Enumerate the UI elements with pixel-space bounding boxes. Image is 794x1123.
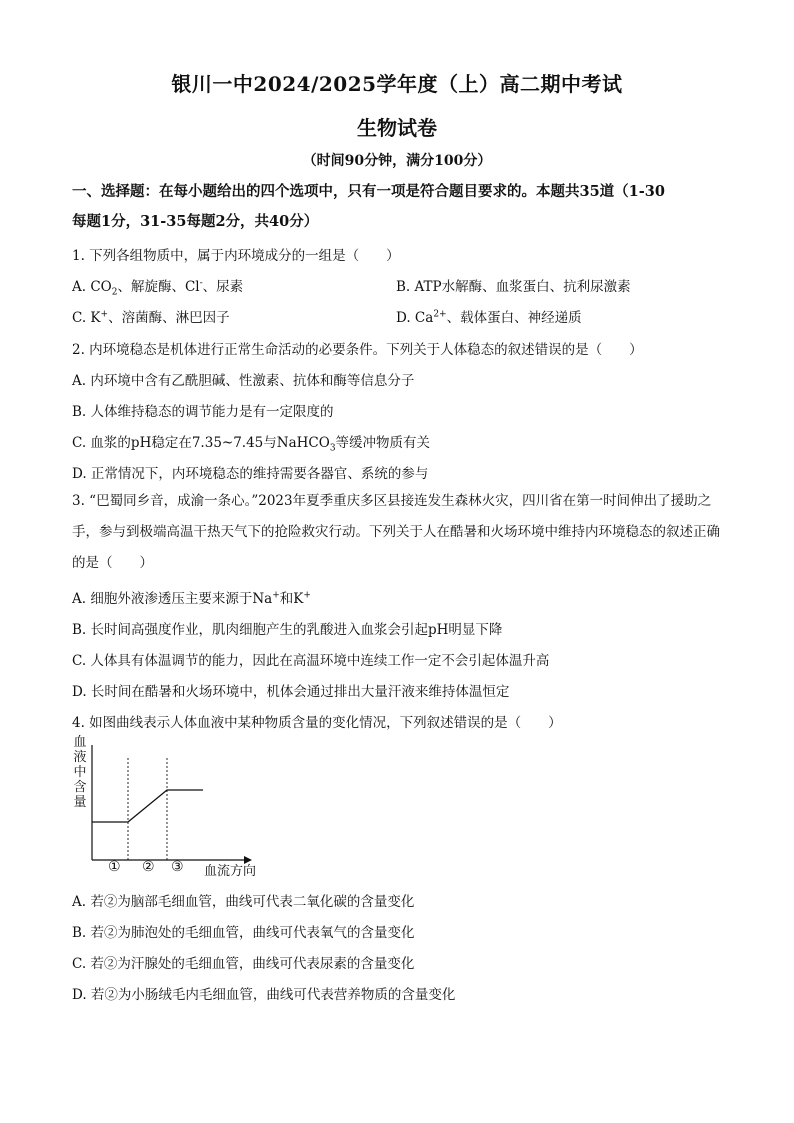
q3-a-sup2: + bbox=[303, 590, 311, 601]
q3-a-text: A. 细胞外液渗透压主要来源于Na bbox=[72, 591, 273, 607]
q2-option-d: D. 正常情况下，内环境稳态的维持需要各器官、系统的参与 bbox=[72, 466, 429, 482]
q1-c-sup: + bbox=[100, 309, 109, 320]
q1-a-text3: 、尿素 bbox=[202, 279, 244, 295]
q1-option-d bbox=[396, 306, 582, 326]
q2-option-b: B. 人体维持稳态的调节能力是有一定限度的 bbox=[72, 404, 334, 420]
figure-point-3: ③ bbox=[171, 859, 184, 875]
q1-stem: 1. 下列各组物质中，属于内环境成分的一组是（ ） bbox=[72, 248, 400, 264]
q1-a-text2: 、解旋酶、Cl bbox=[117, 279, 200, 295]
q1-option-b: B. ATP水解酶、血浆蛋白、抗利尿激素 bbox=[396, 279, 631, 295]
section-heading-line1: 一、选择题：在每小题给出的四个选项中，只有一项是符合题目要求的。本题共35道（1-30 bbox=[72, 183, 665, 200]
q4-option-b: B. 若②为肺泡处的毛细血管，曲线可代表氧气的含量变化 bbox=[72, 925, 415, 941]
q1-c-text: C. K bbox=[72, 310, 101, 326]
q3-option-a bbox=[72, 587, 311, 607]
q4-option-c: C. 若②为汗腺处的毛细血管，曲线可代表尿素的含量变化 bbox=[72, 956, 415, 972]
q3-option-c: C. 人体具有体温调节的能力，因此在高温环境中连续工作一定不会引起体温升高 bbox=[72, 653, 550, 669]
exam-subject: 生物试卷 bbox=[357, 116, 437, 140]
q2-c-sub: 3 bbox=[329, 443, 336, 454]
q1-option-c bbox=[72, 306, 230, 326]
q3-a-sup1: + bbox=[272, 590, 280, 601]
section-heading-line2: 每题1分，31-35每题2分，共40分） bbox=[72, 213, 319, 230]
figure-y-label: 血液中含量 bbox=[73, 735, 87, 810]
figure-x-label: 血流方向 bbox=[204, 864, 257, 879]
q2-option-c bbox=[72, 431, 430, 454]
exam-title: 银川一中2024/2025学年度（上）高二期中考试 bbox=[171, 72, 623, 96]
q4-option-a: A. 若②为脑部毛细血管，曲线可代表二氧化碳的含量变化 bbox=[72, 894, 415, 910]
q2-stem: 2. 内环境稳态是机体进行正常生命活动的必要条件。下列关于人体稳态的叙述错误的是（ ） bbox=[72, 342, 643, 358]
time-note: （时间90分钟，满分100分） bbox=[302, 153, 492, 169]
q3-option-d: D. 长时间在酷暑和火场环境中，机体会通过排出大量汗液来维持体温恒定 bbox=[72, 684, 510, 700]
q3-stem: 3. “巴蜀同乡音，成渝一条心。”2023年夏季重庆多区县接连发生森林火灾，四川省在第一时间伸出了援助之手，参与到极端高温干热天气下的抢险救灾行动。下列关于人在酷暑和火场环境中维持内环境稳态的叙述正确的是（ ） bbox=[72, 493, 720, 571]
q4-stem: 4. 如图曲线表示人体血液中某种物质含量的变化情况，下列叙述错误的是（ ） bbox=[72, 715, 562, 731]
q1-a-sub: 2 bbox=[111, 287, 118, 298]
q2-option-a: A. 内环境中含有乙酰胆碱、性激素、抗体和酶等信息分子 bbox=[72, 373, 415, 389]
q4-option-d: D. 若②为小肠绒毛内毛细血管，曲线可代表营养物质的含量变化 bbox=[72, 987, 456, 1003]
section-heading bbox=[72, 177, 732, 237]
q1-a-text: A. CO bbox=[72, 279, 112, 295]
q2-c-text: C. 血浆的pH稳定在7.35~7.45与NaHCO bbox=[72, 435, 330, 451]
q3-a-text2: 和K bbox=[279, 591, 304, 607]
q1-option-a bbox=[72, 275, 243, 298]
q1-a-sup: - bbox=[199, 278, 203, 289]
figure-point-1: ① bbox=[108, 859, 121, 875]
q3-option-b: B. 长时间高强度作业，肌肉细胞产生的乳酸进入血浆会引起pH明显下降 bbox=[72, 622, 503, 638]
figure-point-2: ② bbox=[142, 859, 155, 875]
q1-d-sup: 2+ bbox=[433, 309, 447, 320]
figure-curve bbox=[92, 790, 203, 822]
q2-c-text2: 等缓冲物质有关 bbox=[335, 435, 431, 451]
q1-d-text: D. Ca bbox=[396, 310, 434, 326]
q1-d-text2: 、载体蛋白、神经递质 bbox=[446, 310, 582, 326]
q1-c-text2: 、溶菌酶、淋巴因子 bbox=[108, 310, 230, 326]
q4-figure bbox=[72, 735, 272, 885]
